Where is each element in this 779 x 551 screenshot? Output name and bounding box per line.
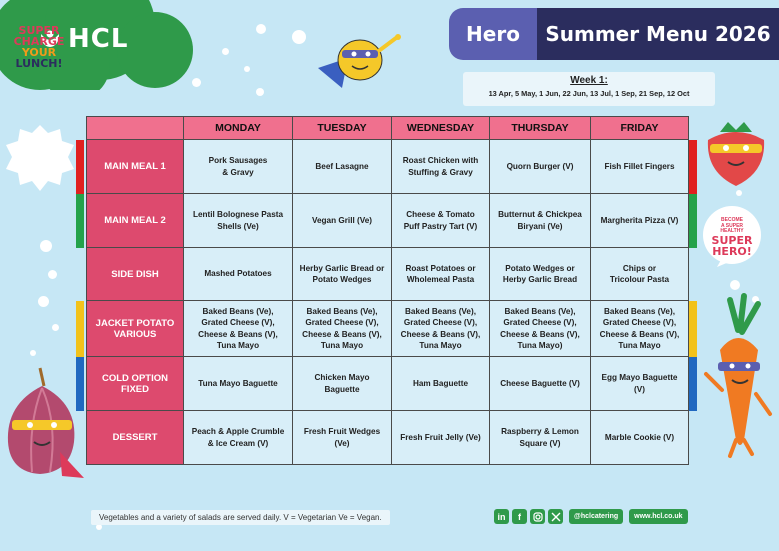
week-dates: 13 Apr, 5 May, 1 Jun, 22 Jun, 13 Jul, 1 Sep, 21 Sep, 12 Oct	[488, 89, 690, 98]
menu-cell: Ham Baguette	[392, 357, 490, 411]
menu-cell: Baked Beans (Ve), Grated Cheese (V), Cheese & Beans (V), Tuna Mayo	[293, 301, 392, 357]
row-label: MAIN MEAL 1	[87, 140, 184, 194]
badge-line: SUPER	[711, 233, 753, 247]
dietary-note: Vegetables and a variety of salads are served daily. V = Vegetarian Ve = Vegan.	[91, 510, 390, 525]
menu-cell: Mashed Potatoes	[184, 248, 293, 301]
header-banner	[449, 8, 779, 60]
menu-cell: Vegan Grill (Ve)	[293, 194, 392, 248]
row-label: JACKET POTATO VARIOUS	[87, 301, 184, 357]
hero-tab: Hero	[449, 8, 537, 60]
carrot-mascot	[700, 290, 778, 460]
side-bar-yellow-right	[689, 301, 697, 357]
menu-cell: Baked Beans (Ve), Grated Cheese (V), Cheese & Beans (V), Tuna Mayo	[392, 301, 490, 357]
side-bar-yellow-left	[76, 301, 84, 357]
badge-line: HEALTHY	[720, 228, 744, 234]
badge-line: A SUPER	[720, 222, 744, 229]
week-title: Week 1:	[570, 75, 608, 86]
menu-cell: Pork Sausages & Gravy	[184, 140, 293, 194]
menu-cell: Baked Beans (Ve), Grated Cheese (V), Cheese & Beans (V), Tuna Mayo)	[490, 301, 591, 357]
menu-cell: Butternut & Chickpea Biryani (Ve)	[490, 194, 591, 248]
table-row	[87, 357, 689, 411]
header-row	[87, 117, 689, 140]
row-label: DESSERT	[87, 411, 184, 465]
page-title: Summer Menu 2026	[537, 8, 779, 60]
x-icon[interactable]	[548, 509, 563, 524]
badge-line: SUPER	[18, 24, 60, 37]
day-header: TUESDAY	[293, 117, 392, 140]
side-bar-green-right	[689, 194, 697, 248]
menu-cell: Roast Potatoes or Wholemeal Pasta	[392, 248, 490, 301]
row-label: SIDE DISH	[87, 248, 184, 301]
superhero-badge	[707, 218, 757, 257]
day-header: WEDNESDAY	[392, 117, 490, 140]
menu-cell: Margherita Pizza (V)	[591, 194, 689, 248]
badge-line: YOUR	[21, 46, 57, 59]
menu-cell: Cheese Baguette (V)	[490, 357, 591, 411]
menu-cell: Lentil Bolognese Pasta Shells (Ve)	[184, 194, 293, 248]
website-link[interactable]: www.hcl.co.uk	[629, 509, 687, 524]
menu-cell: Raspberry & Lemon Square (V)	[490, 411, 591, 465]
menu-cell: Egg Mayo Baguette (V)	[591, 357, 689, 411]
day-header: THURSDAY	[490, 117, 591, 140]
menu-cell: Fish Fillet Fingers	[591, 140, 689, 194]
menu-cell: Cheese & Tomato Puff Pastry Tart (V)	[392, 194, 490, 248]
side-bar-blue-right	[689, 357, 697, 411]
side-bar-green-left	[76, 194, 84, 248]
menu-cell: Marble Cookie (V)	[591, 411, 689, 465]
onion-mascot	[0, 364, 84, 482]
supercharge-badge-bg	[4, 123, 76, 203]
day-header: MONDAY	[184, 117, 293, 140]
social-links	[494, 509, 688, 524]
corner-cell	[87, 117, 184, 140]
facebook-icon[interactable]: f	[512, 509, 527, 524]
supercharge-badge	[10, 25, 68, 69]
badge-line: LUNCH!	[15, 57, 63, 70]
week-info	[463, 72, 715, 106]
side-bar-red-left	[76, 140, 84, 194]
menu-cell: Tuna Mayo Baguette	[184, 357, 293, 411]
menu-cell: Fresh Fruit Jelly (Ve)	[392, 411, 490, 465]
menu-cell: Baked Beans (Ve), Grated Cheese (V), Cheese & Beans (V), Tuna Mayo	[184, 301, 293, 357]
menu-cell: Quorn Burger (V)	[490, 140, 591, 194]
day-header: FRIDAY	[591, 117, 689, 140]
menu-cell: Roast Chicken with Stuffing & Gravy	[392, 140, 490, 194]
linkedin-icon[interactable]: in	[494, 509, 509, 524]
logo-text: HCL	[68, 24, 129, 54]
table-row	[87, 248, 689, 301]
menu-cell: Herby Garlic Bread or Potato Wedges	[293, 248, 392, 301]
table-row	[87, 301, 689, 357]
menu-cell: Baked Beans (Ve), Grated Cheese (V), Cheese & Beans (V), Tuna Mayo	[591, 301, 689, 357]
lemon-hero-mascot	[312, 28, 404, 98]
table-row	[87, 411, 689, 465]
row-label: MAIN MEAL 2	[87, 194, 184, 248]
table-row	[87, 194, 689, 248]
menu-cell: Fresh Fruit Wedges (Ve)	[293, 411, 392, 465]
menu-cell: Beef Lasagne	[293, 140, 392, 194]
instagram-icon[interactable]	[530, 509, 545, 524]
strawberry-mascot	[696, 110, 776, 190]
social-handle-link[interactable]: @hclcatering	[569, 509, 623, 524]
row-label: COLD OPTION FIXED	[87, 357, 184, 411]
menu-cell: Potato Wedges or Herby Garlic Bread	[490, 248, 591, 301]
badge-line: BECOME	[721, 217, 743, 223]
menu-cell: Peach & Apple Crumble & Ice Cream (V)	[184, 411, 293, 465]
menu-cell: Chicken Mayo Baguette	[293, 357, 392, 411]
table-row	[87, 140, 689, 194]
menu-cell: Chips or Tricolour Pasta	[591, 248, 689, 301]
menu-table	[86, 116, 689, 465]
badge-line: HERO!	[712, 244, 752, 258]
badge-line: CHARGE	[13, 35, 65, 48]
